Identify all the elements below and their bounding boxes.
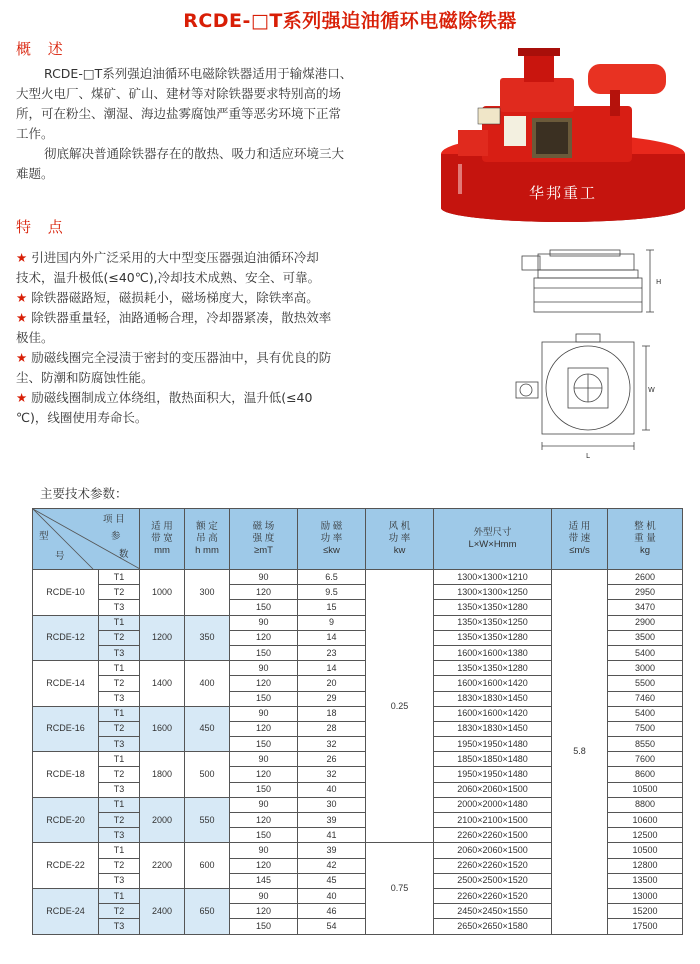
type-cell: T1: [99, 888, 140, 903]
excitation-power-cell: 15: [298, 600, 366, 615]
feature-item: ★ 励磁线圈完全浸渍于密封的变压器油中，具有优良的防: [16, 350, 332, 365]
field-strength-cell: 90: [230, 661, 298, 676]
weight-cell: 2900: [608, 615, 683, 630]
belt-width-cell: 2200: [140, 843, 185, 889]
fan-power-cell: 0.25: [366, 570, 434, 843]
type-cell: T2: [99, 767, 140, 782]
weight-cell: 13500: [608, 873, 683, 888]
field-strength-cell: 150: [230, 645, 298, 660]
field-strength-cell: 90: [230, 888, 298, 903]
dimensions-cell: 1850×1850×1480: [434, 752, 552, 767]
field-strength-cell: 120: [230, 904, 298, 919]
dimensions-cell: 2260×2260×1520: [434, 888, 552, 903]
section-overview-heading: 概 述: [16, 40, 69, 58]
belt-width-cell: 1400: [140, 661, 185, 707]
dimensions-cell: 1350×1350×1280: [434, 600, 552, 615]
excitation-power-cell: 20: [298, 676, 366, 691]
belt-width-cell: 1600: [140, 706, 185, 752]
excitation-power-cell: 14: [298, 661, 366, 676]
dimensions-cell: 1350×1350×1280: [434, 661, 552, 676]
weight-cell: 10500: [608, 782, 683, 797]
field-strength-cell: 90: [230, 797, 298, 812]
model-cell: RCDE-22: [33, 843, 99, 889]
weight-cell: 5400: [608, 706, 683, 721]
excitation-power-cell: 41: [298, 828, 366, 843]
overview-text: [16, 64, 426, 184]
weight-cell: 5400: [608, 645, 683, 660]
dimensions-cell: 2650×2650×1580: [434, 919, 552, 934]
lift-height-cell: 350: [185, 615, 230, 661]
lift-height-cell: 500: [185, 752, 230, 798]
excitation-power-cell: 6.5: [298, 570, 366, 585]
type-cell: T1: [99, 661, 140, 676]
header-field-strength: 磁 场 强 度 ≥mT: [230, 509, 298, 570]
technical-drawing: [512, 246, 662, 460]
dimensions-cell: 1600×1600×1380: [434, 645, 552, 660]
excitation-power-cell: 28: [298, 721, 366, 736]
type-cell: T1: [99, 843, 140, 858]
dimensions-cell: 1830×1830×1450: [434, 691, 552, 706]
excitation-power-cell: 42: [298, 858, 366, 873]
lift-height-cell: 550: [185, 797, 230, 843]
dimensions-cell: 2260×2260×1520: [434, 858, 552, 873]
belt-width-cell: 2000: [140, 797, 185, 843]
feature-item-cont: 尘、防潮和防腐蚀性能。: [16, 370, 154, 385]
brand-text: 华邦重工: [528, 184, 598, 202]
dimensions-cell: 2500×2500×1520: [434, 873, 552, 888]
belt-width-cell: 1000: [140, 570, 185, 616]
type-cell: T2: [99, 630, 140, 645]
type-cell: T1: [99, 706, 140, 721]
excitation-power-cell: 30: [298, 797, 366, 812]
weight-cell: 15200: [608, 904, 683, 919]
lift-height-cell: 600: [185, 843, 230, 889]
weight-cell: 12800: [608, 858, 683, 873]
excitation-power-cell: 32: [298, 767, 366, 782]
dimensions-cell: 1300×1300×1210: [434, 570, 552, 585]
weight-cell: 7600: [608, 752, 683, 767]
type-cell: T3: [99, 873, 140, 888]
header-fan-power: 风 机 功 率 kw: [366, 509, 434, 570]
field-strength-cell: 150: [230, 828, 298, 843]
field-strength-cell: 120: [230, 630, 298, 645]
field-strength-cell: 120: [230, 676, 298, 691]
belt-width-cell: 1200: [140, 615, 185, 661]
type-cell: T3: [99, 828, 140, 843]
weight-cell: 3000: [608, 661, 683, 676]
lift-height-cell: 400: [185, 661, 230, 707]
overview-line-5: 彻底解决普通除铁器存在的散热、吸力和适应环境三大: [44, 146, 345, 161]
feature-item-cont: ℃)，线圈使用寿命长。: [16, 410, 148, 425]
star-icon: ★: [16, 250, 28, 265]
excitation-power-cell: 14: [298, 630, 366, 645]
feature-item: ★ 除铁器磁路短，磁损耗小，磁场梯度大，除铁率高。: [16, 290, 319, 305]
field-strength-cell: 150: [230, 919, 298, 934]
page-title: RCDE-□T系列强迫油循环电磁除铁器: [183, 10, 517, 32]
type-cell: T1: [99, 797, 140, 812]
header-belt-speed: 适 用 带 速 ≤m/s: [552, 509, 608, 570]
field-strength-cell: 120: [230, 858, 298, 873]
overview-line-6: 难题。: [16, 166, 54, 181]
type-cell: T2: [99, 676, 140, 691]
dimensions-cell: 2060×2060×1500: [434, 782, 552, 797]
dimensions-cell: 1350×1350×1280: [434, 630, 552, 645]
field-strength-cell: 90: [230, 752, 298, 767]
field-strength-cell: 150: [230, 691, 298, 706]
excitation-power-cell: 9: [298, 615, 366, 630]
overview-line-4: 工作。: [16, 126, 54, 141]
excitation-power-cell: 39: [298, 843, 366, 858]
dimensions-cell: 1950×1950×1480: [434, 767, 552, 782]
weight-cell: 12500: [608, 828, 683, 843]
diagonal-header: 项 目 参 数 型 号: [33, 509, 140, 570]
lift-height-cell: 450: [185, 706, 230, 752]
type-cell: T3: [99, 645, 140, 660]
belt-width-cell: 2400: [140, 888, 185, 934]
feature-item-cont: 极佳。: [16, 330, 54, 345]
lift-height-cell: 650: [185, 888, 230, 934]
star-icon: ★: [16, 350, 28, 365]
feature-item-cont: 技术，温升极低(≤40℃),冷却技术成熟、安全、可靠。: [16, 270, 321, 285]
weight-cell: 10500: [608, 843, 683, 858]
excitation-power-cell: 18: [298, 706, 366, 721]
features-list: [16, 248, 396, 428]
fan-power-cell: 0.75: [366, 843, 434, 934]
weight-cell: 17500: [608, 919, 683, 934]
overview-line-2: 大型火电厂、煤矿、矿山、建材等对除铁器要求特别高的场: [16, 86, 342, 101]
field-strength-cell: 150: [230, 600, 298, 615]
type-cell: T3: [99, 600, 140, 615]
field-strength-cell: 150: [230, 737, 298, 752]
type-cell: T1: [99, 752, 140, 767]
excitation-power-cell: 40: [298, 782, 366, 797]
excitation-power-cell: 39: [298, 813, 366, 828]
header-lift-height: 额 定 吊 高 h mm: [185, 509, 230, 570]
excitation-power-cell: 54: [298, 919, 366, 934]
spec-table: [32, 508, 683, 935]
weight-cell: 7500: [608, 721, 683, 736]
dim-label-h: H: [656, 278, 662, 286]
type-cell: T1: [99, 570, 140, 585]
field-strength-cell: 145: [230, 873, 298, 888]
field-strength-cell: 90: [230, 843, 298, 858]
field-strength-cell: 90: [230, 706, 298, 721]
excitation-power-cell: 29: [298, 691, 366, 706]
dimensions-cell: 1600×1600×1420: [434, 676, 552, 691]
type-cell: T2: [99, 721, 140, 736]
type-cell: T1: [99, 615, 140, 630]
header-excitation-power: 励 磁 功 率 ≤kw: [298, 509, 366, 570]
weight-cell: 8600: [608, 767, 683, 782]
dim-label-w: W: [648, 386, 655, 394]
field-strength-cell: 90: [230, 570, 298, 585]
params-title: 主要技术参数：: [40, 486, 128, 501]
field-strength-cell: 150: [230, 782, 298, 797]
excitation-power-cell: 46: [298, 904, 366, 919]
model-cell: RCDE-20: [33, 797, 99, 843]
type-cell: T2: [99, 585, 140, 600]
belt-speed-cell: 5.8: [552, 570, 608, 935]
product-photo: [438, 46, 688, 224]
model-cell: RCDE-18: [33, 752, 99, 798]
type-cell: T2: [99, 858, 140, 873]
excitation-power-cell: 45: [298, 873, 366, 888]
section-features-heading: 特 点: [16, 218, 69, 236]
weight-cell: 8800: [608, 797, 683, 812]
dimensions-cell: 1830×1830×1450: [434, 721, 552, 736]
weight-cell: 7460: [608, 691, 683, 706]
weight-cell: 3500: [608, 630, 683, 645]
star-icon: ★: [16, 290, 28, 305]
field-strength-cell: 120: [230, 767, 298, 782]
dimensions-cell: 2000×2000×1480: [434, 797, 552, 812]
dimensions-cell: 2260×2260×1500: [434, 828, 552, 843]
weight-cell: 5500: [608, 676, 683, 691]
field-strength-cell: 120: [230, 721, 298, 736]
model-cell: RCDE-16: [33, 706, 99, 752]
field-strength-cell: 90: [230, 615, 298, 630]
excitation-power-cell: 23: [298, 645, 366, 660]
excitation-power-cell: 40: [298, 888, 366, 903]
weight-cell: 10600: [608, 813, 683, 828]
model-cell: RCDE-24: [33, 888, 99, 934]
model-cell: RCDE-12: [33, 615, 99, 661]
dimensions-cell: 1300×1300×1250: [434, 585, 552, 600]
header-dimensions: 外型尺寸 L×W×Hmm: [434, 509, 552, 570]
weight-cell: 2600: [608, 570, 683, 585]
type-cell: T2: [99, 904, 140, 919]
dimensions-cell: 1600×1600×1420: [434, 706, 552, 721]
weight-cell: 3470: [608, 600, 683, 615]
model-cell: RCDE-14: [33, 661, 99, 707]
dimensions-cell: 2450×2450×1550: [434, 904, 552, 919]
feature-item: ★ 励磁线圈制成立体绕组，散热面积大，温升低(≤40: [16, 390, 313, 405]
weight-cell: 13000: [608, 888, 683, 903]
dimensions-cell: 1950×1950×1480: [434, 737, 552, 752]
feature-item: ★ 除铁器重量轻，油路通畅合理，冷却器紧凑，散热效率: [16, 310, 332, 325]
dimensions-cell: 1350×1350×1250: [434, 615, 552, 630]
dim-label-l: L: [586, 452, 590, 460]
overview-line-1: RCDE-□T系列强迫油循环电磁除铁器适用于输煤港口、: [44, 66, 353, 81]
star-icon: ★: [16, 310, 28, 325]
excitation-power-cell: 26: [298, 752, 366, 767]
weight-cell: 2950: [608, 585, 683, 600]
model-cell: RCDE-10: [33, 570, 99, 616]
table-row: [33, 570, 683, 585]
overview-line-3: 所，可在粉尘、潮湿、海边盐雾腐蚀严重等恶劣环境下正常: [16, 106, 342, 121]
excitation-power-cell: 9.5: [298, 585, 366, 600]
belt-width-cell: 1800: [140, 752, 185, 798]
excitation-power-cell: 32: [298, 737, 366, 752]
type-cell: T3: [99, 782, 140, 797]
field-strength-cell: 120: [230, 585, 298, 600]
feature-item: ★ 引进国内外广泛采用的大中型变压器强迫油循环冷却: [16, 250, 319, 265]
lift-height-cell: 300: [185, 570, 230, 616]
field-strength-cell: 120: [230, 813, 298, 828]
header-weight: 整 机 重 量 kg: [608, 509, 683, 570]
weight-cell: 8550: [608, 737, 683, 752]
star-icon: ★: [16, 390, 28, 405]
header-belt-width: 适 用 带 宽 mm: [140, 509, 185, 570]
type-cell: T2: [99, 813, 140, 828]
type-cell: T3: [99, 737, 140, 752]
dimensions-cell: 2100×2100×1500: [434, 813, 552, 828]
type-cell: T3: [99, 919, 140, 934]
dimensions-cell: 2060×2060×1500: [434, 843, 552, 858]
type-cell: T3: [99, 691, 140, 706]
